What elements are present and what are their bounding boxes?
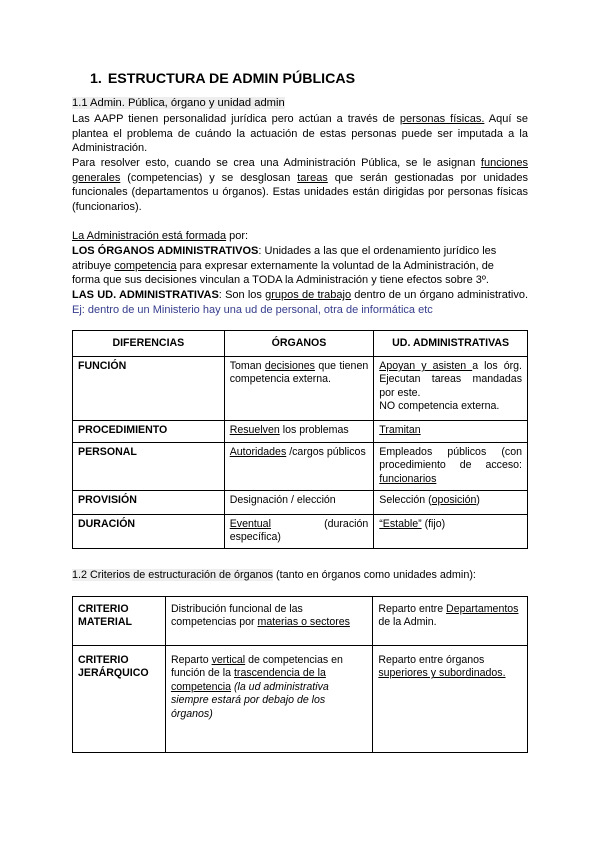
- cell-funcion-organos: Toman decisiones que tienen competencia externa.: [224, 357, 374, 421]
- section-1-1-title: 1.1 Admin. Pública, órgano y unidad admin: [72, 97, 285, 109]
- cell-procedimiento-organos: Resuelven los problemas: [224, 421, 374, 443]
- paragraph-formada: La Administración está formada por:: [72, 230, 249, 242]
- row-label-funcion: FUNCIÓN: [73, 357, 225, 421]
- paragraph-personalidad: Las AAPP tienen personalidad jurídica pero actúan a través de personas físicas. Aquí se plantea el problema de cuándo la actuación de estas personas puede ser imputada a la Administración.: [72, 113, 528, 155]
- table-row: [73, 357, 528, 421]
- cell-provision-ud: Selección (oposición): [374, 491, 528, 515]
- row-label-duracion: DURACIÓN: [73, 515, 225, 549]
- criterio-jerarquico-reparto: Reparto entre órganos superiores y subordinados.: [373, 646, 528, 753]
- row-label-personal: PERSONAL: [73, 443, 225, 491]
- row-label-provision: PROVISIÓN: [73, 491, 225, 515]
- differences-table: [72, 330, 528, 549]
- main-heading: [90, 71, 355, 87]
- paragraph-organos: LOS ÓRGANOS ADMINISTRATIVOS: Unidades a las que el ordenamiento jurídico les atribuye competencia para expresar externamente la voluntad de la Administración, de forma que sus decisiones vinculan a TODA la Administración y tiene efectos sobre 3º.: [72, 245, 497, 287]
- cell-provision-organos: Designación / elección: [224, 491, 374, 515]
- cell-duracion-ud: “Estable” (fijo): [374, 515, 528, 549]
- table-row: [73, 491, 528, 515]
- section-1-2-title: 1.2 Criterios de estructuración de órganos (tanto en órganos como unidades admin):: [72, 569, 476, 581]
- table-row: [73, 646, 528, 753]
- cell-personal-ud: Empleados públicos (con procedimiento de acceso: funcionarios: [374, 443, 528, 491]
- cell-procedimiento-ud: Tramitan: [374, 421, 528, 443]
- heading-number: 1.: [90, 71, 102, 87]
- criterio-material-reparto: Reparto entre Departamentos de la Admin.: [373, 597, 528, 646]
- header-ud-administrativas: UD. ADMINISTRATIVAS: [374, 331, 528, 357]
- table-row: [73, 421, 528, 443]
- cell-funcion-ud: Apoyan y asisten a los órg. Ejecutan tareas mandadas por este. NO competencia externa.: [374, 357, 528, 421]
- header-diferencias: DIFERENCIAS: [73, 331, 225, 357]
- heading-title: ESTRUCTURA DE ADMIN PÚBLICAS: [107, 71, 356, 87]
- criterio-jerarquico-label: CRITERIO JERÁRQUICO: [73, 646, 166, 753]
- row-label-procedimiento: PROCEDIMIENTO: [73, 421, 225, 443]
- paragraph-ud-administrativas: LAS UD. ADMINISTRATIVAS: Son los grupos de trabajo dentro de un órgano administrativo. Ej: dentro de un Ministerio hay una ud de personal, otra de informática etc: [72, 289, 529, 316]
- table-row: [73, 597, 528, 646]
- criterio-material-desc: Distribución funcional de las competencias por materias o sectores: [165, 597, 372, 646]
- header-organos: ÓRGANOS: [224, 331, 374, 357]
- criterio-jerarquico-desc: Reparto vertical de competencias en función de la trascendencia de la competencia (la ud administrativa siempre estará por debajo de los órganos): [165, 646, 372, 753]
- cell-personal-organos: Autoridades /cargos públicos: [224, 443, 374, 491]
- table-row: [73, 515, 528, 549]
- criterio-material-label: CRITERIO MATERIAL: [73, 597, 166, 646]
- paragraph-funciones: Para resolver esto, cuando se crea una Administración Pública, se le asignan funciones generales (competencias) y se desglosan tareas que serán gestionadas por unidades funcionales (departamentos u órganos). Estas unidades están dirigidas por personas físicas (funcionarios).: [72, 157, 528, 213]
- table-row: [73, 443, 528, 491]
- criteria-table: [72, 596, 528, 753]
- table-header-row: [73, 331, 528, 357]
- cell-duracion-organos: Eventual (duración específica): [224, 515, 374, 549]
